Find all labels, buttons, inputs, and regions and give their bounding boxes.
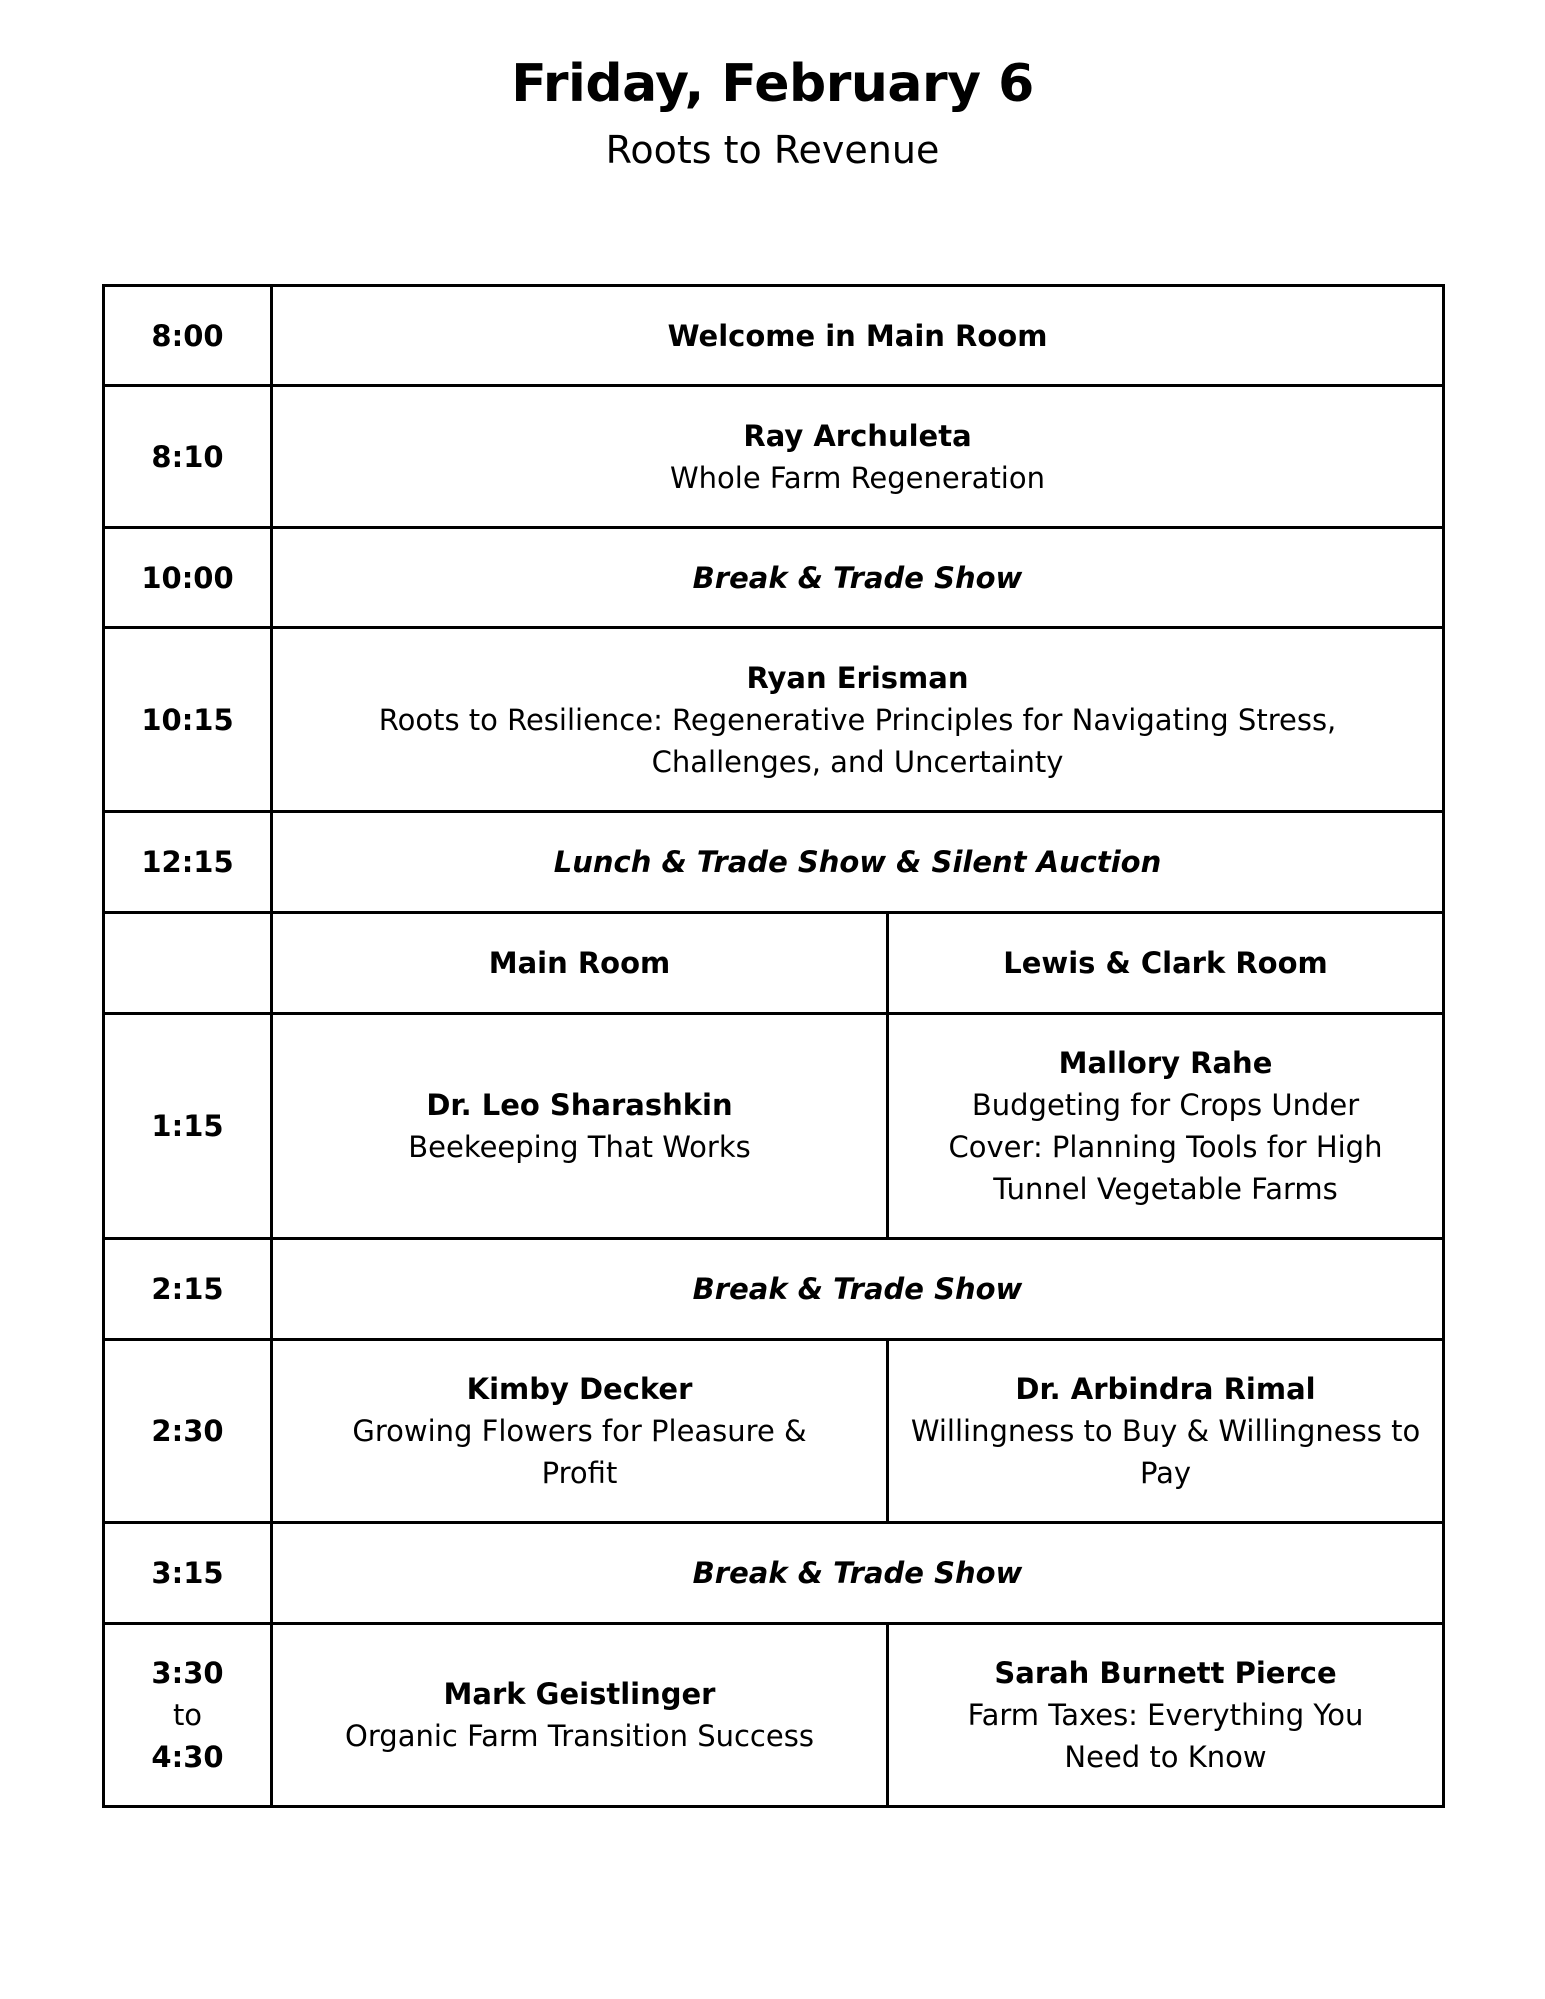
speaker-name: Kimby Decker	[466, 1372, 693, 1406]
session-cell	[272, 628, 1444, 812]
table-row	[104, 628, 1444, 812]
page-title: Friday, February 6	[511, 54, 1034, 114]
session-cell-main	[272, 1624, 888, 1807]
speaker-name: Ray Archuleta	[743, 418, 972, 453]
speaker-name: Mark Geistlinger	[443, 1677, 716, 1711]
room-header-lewis-clark: Lewis & Clark Room	[888, 913, 1444, 1014]
table-row	[104, 1523, 1444, 1624]
time-cell: 8:10	[104, 386, 272, 528]
session-cell-lewis-clark	[888, 1340, 1444, 1523]
session-cell: Welcome in Main Room	[272, 286, 1444, 386]
room-header-main: Main Room	[272, 913, 888, 1014]
break-cell: Break & Trade Show	[272, 528, 1444, 628]
time-cell: 10:00	[104, 528, 272, 628]
session-cell-lewis-clark	[888, 1014, 1444, 1239]
speaker-name: Ryan Erisman	[746, 660, 969, 695]
table-row	[104, 1624, 1444, 1807]
table-row	[104, 286, 1444, 386]
session-title: Roots to Resilience: Regenerative Principles for Navigating Stress, Challenges, and Uncertainty	[378, 702, 1337, 779]
session-title: Growing Flowers for Pleasure & Profit	[352, 1414, 807, 1490]
session-title: Beekeeping That Works	[408, 1130, 751, 1164]
session-title: Budgeting for Crops Under Cover: Planning Tools for High Tunnel Vegetable Farms	[948, 1088, 1383, 1206]
table-row	[104, 812, 1444, 913]
speaker-name: Sarah Burnett Pierce	[994, 1656, 1337, 1690]
time-cell: 2:15	[104, 1239, 272, 1340]
break-cell: Break & Trade Show	[272, 1523, 1444, 1624]
table-row	[104, 1340, 1444, 1523]
break-cell: Break & Trade Show	[272, 1239, 1444, 1340]
time-cell	[104, 913, 272, 1014]
table-row	[104, 386, 1444, 528]
page-subtitle: Roots to Revenue	[605, 128, 940, 172]
time-cell	[104, 1624, 272, 1807]
table-row	[104, 528, 1444, 628]
time-cell: 3:15	[104, 1523, 272, 1624]
session-title: Farm Taxes: Everything You Need to Know	[967, 1698, 1364, 1774]
time-cell: 8:00	[104, 286, 272, 386]
table-row	[104, 1239, 1444, 1340]
speaker-name: Dr. Leo Sharashkin	[426, 1088, 733, 1122]
time-end: 4:30	[151, 1740, 224, 1774]
speaker-name: Dr. Arbindra Rimal	[1015, 1372, 1316, 1406]
table-row	[104, 913, 1444, 1014]
session-cell-main	[272, 1014, 888, 1239]
break-cell: Lunch & Trade Show & Silent Auction	[272, 812, 1444, 913]
time-cell: 2:30	[104, 1340, 272, 1523]
schedule-table	[102, 284, 1445, 1808]
page-header	[0, 48, 1545, 180]
session-title: Whole Farm Regeneration	[670, 460, 1045, 495]
time-cell: 12:15	[104, 812, 272, 913]
time-cell: 10:15	[104, 628, 272, 812]
session-cell	[272, 386, 1444, 528]
table-row	[104, 1014, 1444, 1239]
speaker-name: Mallory Rahe	[1058, 1046, 1273, 1080]
session-title: Willingness to Buy & Willingness to Pay	[910, 1414, 1421, 1490]
time-start: 3:30	[151, 1656, 224, 1690]
session-title: Organic Farm Transition Success	[345, 1719, 814, 1753]
time-to: to	[172, 1698, 203, 1732]
session-cell-main	[272, 1340, 888, 1523]
session-cell-lewis-clark	[888, 1624, 1444, 1807]
time-cell: 1:15	[104, 1014, 272, 1239]
